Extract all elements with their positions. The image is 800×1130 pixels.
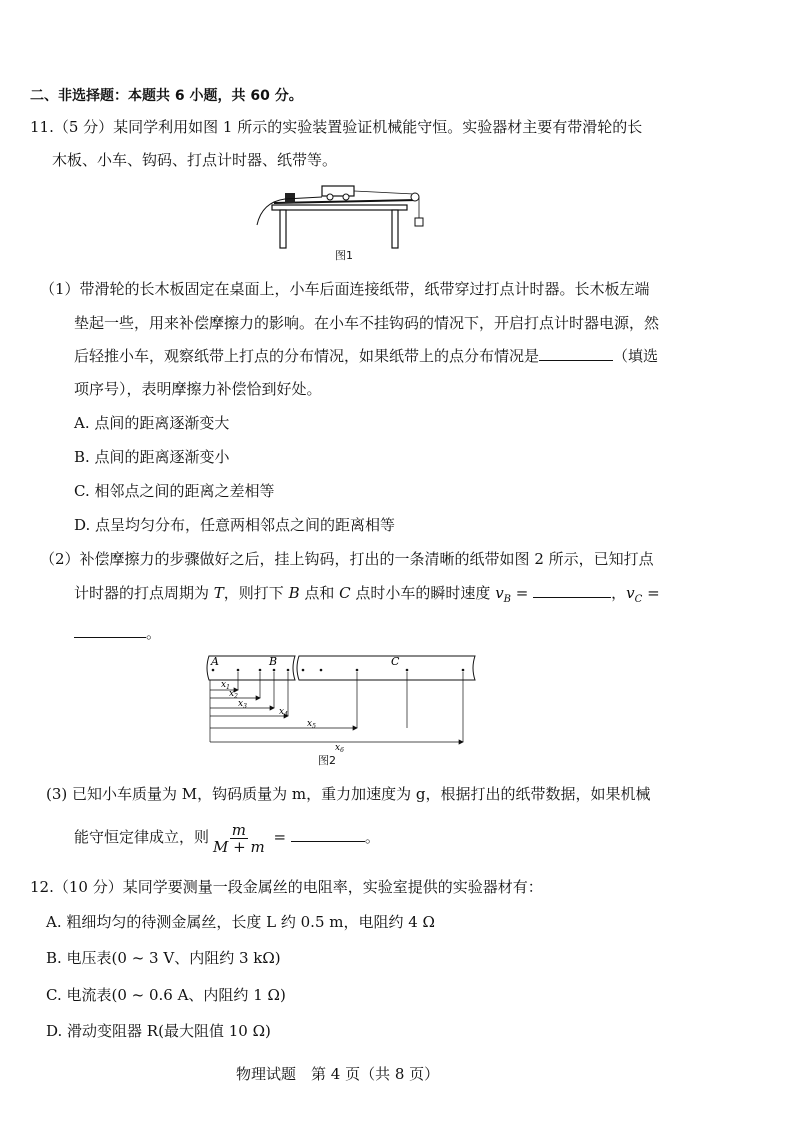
fraction-denominator: M + m bbox=[213, 837, 265, 856]
label-B: B bbox=[269, 655, 278, 668]
symbol-C: C bbox=[339, 584, 351, 602]
option-c: C. 相邻点之间的距离之差相等 bbox=[74, 482, 275, 500]
tape-dot bbox=[302, 669, 305, 672]
q11-part1-line3 bbox=[74, 346, 658, 366]
q11-part2-line3 bbox=[74, 623, 161, 643]
p2-end: 。 bbox=[146, 624, 162, 642]
tape-dot bbox=[356, 669, 359, 672]
q11-part2-line1: （2）补偿摩擦力的步骤做好之后，挂上钩码，打出的一条清晰的纸带如图 2 所示，已知打点 bbox=[40, 550, 654, 568]
q11-line2: 木板、小车、钩码、打点计时器、纸带等。 bbox=[52, 151, 338, 169]
q11-part2-line2 bbox=[74, 583, 660, 610]
figure-2-caption: 图2 bbox=[318, 754, 336, 767]
option-a: A. 点间的距离逐渐变大 bbox=[74, 414, 230, 432]
symbol-T: T bbox=[213, 584, 224, 602]
answer-blank-vB[interactable] bbox=[533, 583, 611, 598]
p2-comma: ， bbox=[611, 584, 627, 602]
option-d: D. 点呈均匀分布，任意两相邻点之间的距离相等 bbox=[74, 516, 396, 534]
label-A: A bbox=[211, 655, 219, 668]
label-C: C bbox=[391, 655, 400, 668]
tape-dot bbox=[406, 669, 409, 672]
symbol-B: B bbox=[288, 584, 300, 602]
q12-item-c: C. 电流表(0 ~ 0.6 A、内阻约 1 Ω) bbox=[46, 986, 286, 1004]
symbol-vB: v bbox=[495, 584, 504, 602]
label-x5: $x_5$ bbox=[307, 719, 316, 730]
tape-dot bbox=[212, 669, 215, 672]
p3-text-a: 能守恒定律成立，则 bbox=[74, 828, 210, 846]
q12-item-d: D. 滑动变阻器 R(最大阻值 10 Ω) bbox=[46, 1022, 271, 1040]
label-x3: $x_3$ bbox=[238, 699, 247, 710]
q12-line1: 12.（10 分）某同学要测量一段金属丝的电阻率，实验室提供的实验器材有： bbox=[30, 878, 543, 896]
section-header: 二、非选择题：本题共 6 小题，共 60 分。 bbox=[30, 88, 303, 104]
label-x1: $x_1$ bbox=[221, 680, 230, 691]
option-b: B. 点间的距离逐渐变小 bbox=[74, 448, 230, 466]
answer-blank-1[interactable] bbox=[539, 346, 613, 361]
p3-eq: = bbox=[268, 828, 291, 846]
p2-text-c: 点和 bbox=[299, 584, 340, 602]
tape-dot bbox=[320, 669, 323, 672]
q11-part1-line3-tail: （填选 bbox=[613, 347, 659, 365]
q11-line1: 11.（5 分）某同学利用如图 1 所示的实验装置验证机械能守恒。实验器材主要有带滑轮的长 bbox=[30, 118, 643, 136]
figure-1-apparatus bbox=[252, 180, 432, 250]
symbol-vB-sub: B bbox=[503, 594, 512, 605]
answer-blank-vC[interactable] bbox=[74, 623, 146, 638]
mass-fraction bbox=[211, 822, 267, 855]
tape-dot bbox=[237, 669, 240, 672]
symbol-vC: v bbox=[626, 584, 635, 602]
q12-item-b: B. 电压表(0 ~ 3 V、内阻约 3 kΩ) bbox=[46, 949, 281, 967]
figure-2-tape bbox=[195, 652, 485, 752]
page-footer: 物理试题 第 4 页（共 8 页） bbox=[236, 1065, 440, 1083]
figure-1-caption: 图1 bbox=[335, 249, 353, 262]
label-x2: $x_2$ bbox=[229, 689, 238, 700]
p2-eq1: = bbox=[511, 584, 534, 602]
p2-text-a: 计时器的打点周期为 bbox=[74, 584, 214, 602]
tape-dot bbox=[259, 669, 262, 672]
label-x6: $x_6$ bbox=[335, 743, 344, 752]
p3-end: 。 bbox=[364, 828, 380, 846]
q11-part1-line2: 垫起一些，用来补偿摩擦力的影响。在小车不挂钩码的情况下，开启打点计时器电源，然 bbox=[74, 314, 660, 332]
q11-part3-line1: (3) 已知小车质量为 M，钩码质量为 m，重力加速度为 g，根据打出的纸带数据，如果机械 bbox=[46, 785, 651, 803]
q12-item-a: A. 粗细均匀的待测金属丝，长度 L 约 0.5 m，电阻约 4 Ω bbox=[46, 913, 435, 931]
q11-part1-line1: （1）带滑轮的长木板固定在桌面上，小车后面连接纸带，纸带穿过打点计时器。长木板左端 bbox=[40, 280, 650, 298]
label-x4: $x_4$ bbox=[279, 707, 288, 718]
fraction-numerator: m bbox=[231, 820, 246, 839]
p2-eq2: = bbox=[642, 584, 660, 602]
tape-dot bbox=[462, 669, 465, 672]
q11-part1-line4: 项序号），表明摩擦力补偿恰到好处。 bbox=[74, 380, 322, 398]
tape-dot bbox=[287, 669, 290, 672]
p2-text-d: 点时小车的瞬时速度 bbox=[350, 584, 496, 602]
p2-text-b: ，则打下 bbox=[223, 584, 289, 602]
q11-part3-line2 bbox=[74, 820, 380, 855]
q11-part1-line3-text: 后轻推小车，观察纸带上打点的分布情况，如果纸带上的点分布情况是 bbox=[74, 347, 540, 365]
tape-dot bbox=[273, 669, 276, 672]
symbol-vC-sub: C bbox=[634, 594, 643, 605]
answer-blank-3[interactable] bbox=[291, 827, 365, 842]
